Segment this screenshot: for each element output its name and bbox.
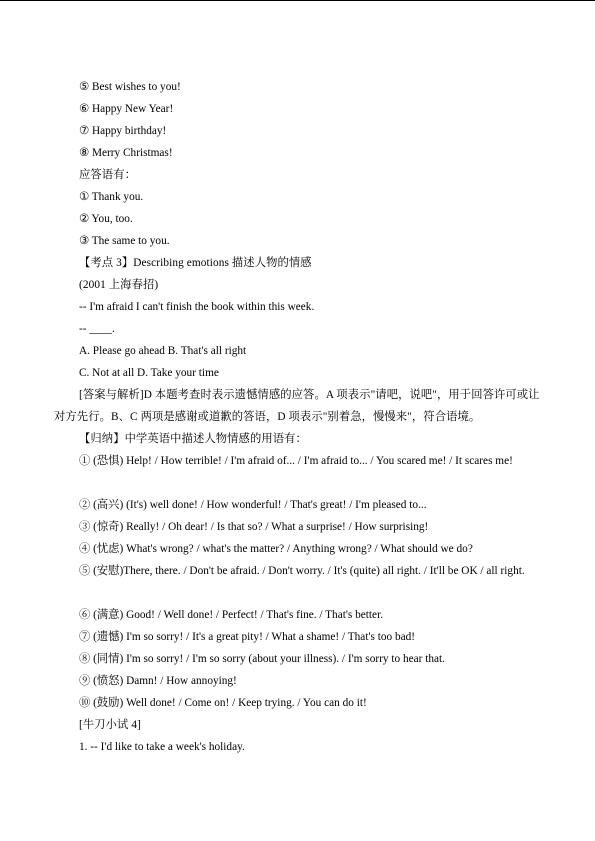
emotion-item-sympathy: ⑧ (同情) I'm so sorry! / I'm so sorry (about your illness). / I'm sorry to hear that. xyxy=(79,653,445,665)
reply-heading: 应答语有： xyxy=(79,169,136,181)
greeting-line-5: ⑤ Best wishes to you! xyxy=(79,81,181,93)
practice-question-1: 1. -- I'd like to take a week's holiday. xyxy=(79,741,245,753)
answer-explanation: [答案与解析]D 本题考查时表示遗憾情感的应答。A 项表示"请吧，说吧"，用于回答许可或让对方先行。B、C 两项是感谢或道歉的答语，D 项表示"别着急，慢慢来"，符合语境。 xyxy=(54,389,540,423)
greeting-line-8: ⑧ Merry Christmas! xyxy=(79,147,173,159)
practice-title: [牛刀小试 4] xyxy=(79,719,141,731)
greeting-line-7: ⑦ Happy birthday! xyxy=(79,125,167,137)
emotion-item-happy: ② (高兴) (It's) well done! / How wonderful! / That's great! / I'm pleased to... xyxy=(79,499,427,511)
page-top-border xyxy=(0,0,595,1)
emotion-item-worry: ④ (忧虑) What's wrong? / what's the matter? / Anything wrong? / What should we do? xyxy=(79,543,473,555)
emotion-item-anger: ⑨ (愤怒) Damn! / How annoying! xyxy=(79,675,237,687)
emotion-item-comfort: ⑤ (安慰)There, there. / Don't be afraid. / Don't worry. / It's (quite) all right. / It'll be OK / all right. xyxy=(79,565,525,577)
emotion-item-fear: ① (恐惧) Help! / How terrible! / I'm afraid of... / I'm afraid to... / You scared me! / It scares me! xyxy=(79,455,513,467)
reply-line-3: ③ The same to you. xyxy=(79,235,170,247)
dialog-line-2: -- ____. xyxy=(79,323,115,335)
reply-line-1: ① Thank you. xyxy=(79,191,144,203)
greeting-line-6: ⑥ Happy New Year! xyxy=(79,103,174,115)
emotion-item-encourage: ⑩ (鼓励) Well done! / Come on! / Keep trying. / You can do it! xyxy=(79,697,367,709)
options-line-cd: C. Not at all D. Take your time xyxy=(79,367,219,379)
emotion-item-surprise: ③ (惊奇) Really! / Oh dear! / Is that so? / What a surprise! / How surprising! xyxy=(79,521,429,533)
summary-title: 【归纳】中学英语中描述人物情感的用语有： xyxy=(79,433,307,445)
options-line-ab: A. Please go ahead B. That's all right xyxy=(79,345,247,357)
section-heading-3: 【考点 3】Describing emotions 描述人物的情感 xyxy=(79,257,312,269)
dialog-line-1: -- I'm afraid I can't finish the book within this week. xyxy=(79,301,315,313)
reply-line-2: ② You, too. xyxy=(79,213,133,225)
emotion-item-satisfied: ⑥ (满意) Good! / Well done! / Perfect! / That's fine. / That's better. xyxy=(79,609,384,621)
exam-source: (2001 上海春招) xyxy=(79,279,159,291)
emotion-item-regret: ⑦ (遗憾) I'm so sorry! / It's a great pity! / What a shame! / That's too bad! xyxy=(79,631,416,643)
